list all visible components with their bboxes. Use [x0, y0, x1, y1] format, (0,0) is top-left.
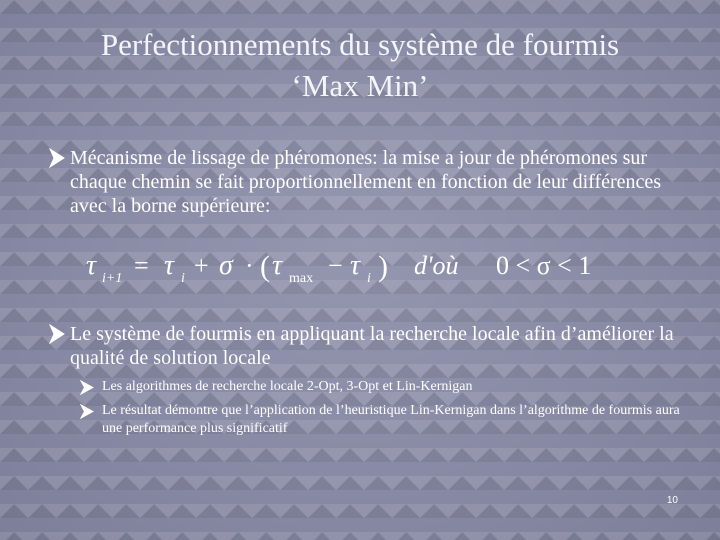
title-line-1: Perfectionnements du système de fourmis	[100, 27, 620, 62]
formula-open-paren: (	[260, 250, 270, 283]
pheromone-update-formula	[84, 248, 624, 288]
sub-bullet-1-text: Les algorithmes de recherche locale 2-Opt, 3-Opt et Lin-Kernigan	[102, 379, 473, 394]
bullet-1-text: Mécanisme de lissage de phéromones: la mise a jour de phéromones sur chaque chemin se fait proportionnellement en fonction de leur différences avec la borne supérieure:	[70, 147, 662, 217]
arrow-bullet-icon	[48, 324, 66, 344]
formula-tau-4: τ	[350, 250, 361, 281]
formula-dou: d'où	[414, 251, 459, 280]
formula-equals: =	[134, 251, 149, 280]
sub-bullet-2-text: Le résultat démontre que l’application de l’heuristique Lin-Kernigan dans l’algorithme de fourmis aura une performance plus significatif	[102, 403, 680, 436]
formula-sub-i-1: i	[181, 271, 185, 286]
sub-bullet-2	[80, 402, 680, 438]
sub-bullet-1	[80, 378, 680, 396]
formula-sub-max: max	[289, 271, 314, 286]
formula-sub-i1: i+1	[102, 271, 123, 286]
slide-title	[40, 24, 680, 106]
formula-tau-1: τ	[86, 250, 97, 281]
formula-close-paren: )	[378, 250, 388, 283]
formula-sub-i-2: i	[367, 271, 371, 286]
formula-svg	[84, 248, 624, 288]
formula-minus: −	[328, 251, 343, 280]
title-line-2: ‘Max Min’	[291, 68, 429, 103]
formula-tau-3: τ	[272, 250, 283, 281]
formula-inequality: 0 < σ < 1	[496, 251, 592, 280]
arrow-bullet-icon	[80, 404, 94, 419]
formula-tau-2: τ	[164, 250, 175, 281]
bullet-2	[48, 322, 688, 370]
arrow-bullet-icon	[80, 380, 94, 395]
bullet-1	[48, 146, 688, 218]
bullet-2-text: Le système de fourmis en appliquant la recherche locale afin d’améliorer la qualité de solution locale	[70, 323, 674, 369]
arrow-bullet-icon	[48, 148, 66, 168]
page-number: 10	[666, 495, 678, 506]
formula-dot: ·	[245, 251, 254, 280]
formula-plus: +	[194, 251, 209, 280]
formula-sigma-1: σ	[219, 250, 233, 281]
